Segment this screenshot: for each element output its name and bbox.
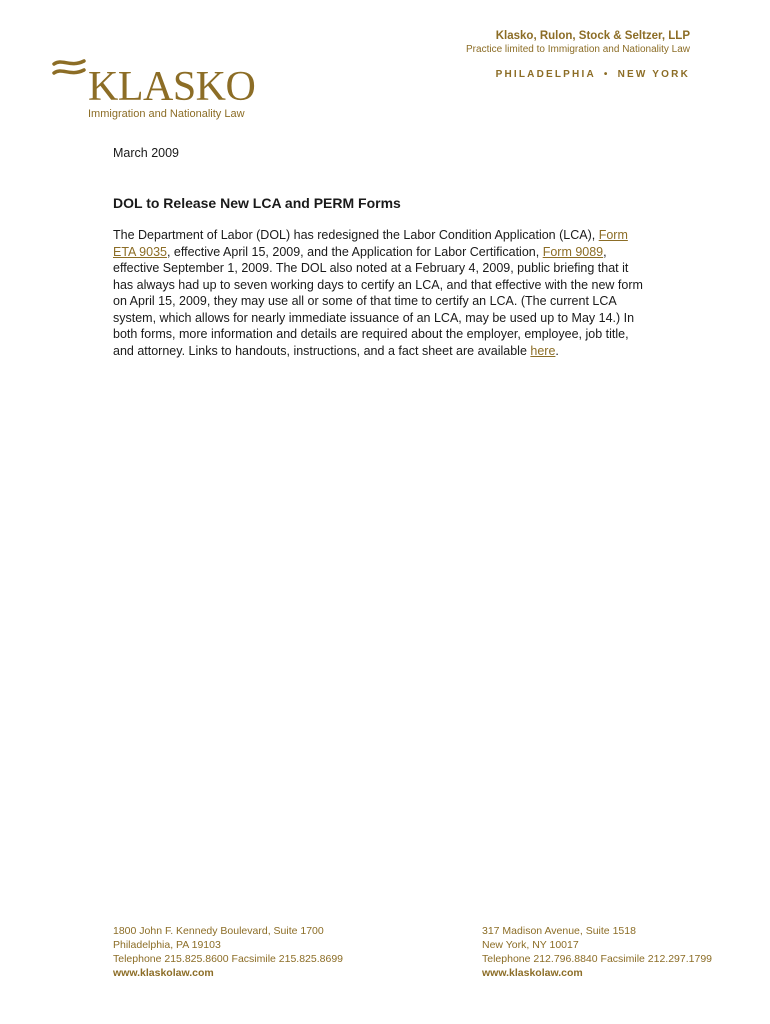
- firm-header: [466, 30, 690, 80]
- firm-logo: [52, 52, 256, 124]
- logo-tagline: Immigration and Nationality Law: [88, 108, 245, 120]
- footer-phone-fax: Telephone 215.825.8600 Facsimile 215.825.8699: [113, 953, 344, 965]
- form-eta-9035-link[interactable]: Form ETA 9035: [113, 228, 628, 259]
- footer-phone-fax: Telephone 212.796.8840 Facsimile 212.297.1799: [482, 953, 713, 965]
- body-text-1: The Department of Labor (DOL) has redesigned the Labor Condition Application (LCA),: [113, 228, 599, 242]
- footer-address-line-2: Philadelphia, PA 19103: [113, 939, 221, 951]
- footer-address-line-1: 317 Madison Avenue, Suite 1518: [482, 925, 636, 937]
- wave-icon: [52, 56, 86, 84]
- footer-new-york: [482, 924, 712, 980]
- letter-date: March 2009: [113, 146, 180, 160]
- firm-name: Klasko, Rulon, Stock & Seltzer, LLP: [495, 30, 690, 42]
- firm-practice: Practice limited to Immigration and Nationality Law: [466, 44, 690, 55]
- footer-address-line-2: New York, NY 10017: [482, 939, 579, 951]
- city-philadelphia: PHILADELPHIA: [495, 69, 596, 80]
- article-title: DOL to Release New LCA and PERM Forms: [113, 195, 401, 211]
- footer-website: www.klaskolaw.com: [482, 967, 583, 979]
- body-text-2: , effective April 15, 2009, and the Application for Labor Certification,: [166, 244, 543, 259]
- form-9089-link[interactable]: Form 9089: [542, 244, 604, 259]
- footer-philadelphia: [113, 924, 343, 980]
- footer-address-line-1: 1800 John F. Kennedy Boulevard, Suite 1700: [113, 925, 324, 937]
- logo-wordmark: KLASKO: [88, 64, 256, 110]
- city-separator: •: [603, 69, 610, 80]
- body-text-3: , effective September 1, 2009. The DOL also noted at a February 4, 2009, public briefing that it has always had up to seven working days to certify an LCA, and that effective with the new form on April 15, 2009, they may use all or some of that time to certify an LCA. (The current LCA system, which allows for nearly immediate issuance of an LCA, may be used up to May 14.) In both forms, more information and details are required about the employer, employee, job title, and attorney. Links to handouts, instructions, and a fact sheet are available: [113, 244, 643, 358]
- body-text-4: .: [555, 343, 559, 358]
- letter-content: [113, 146, 645, 359]
- office-cities: [466, 69, 690, 80]
- city-new-york: NEW YORK: [617, 69, 690, 80]
- footer-website: www.klaskolaw.com: [113, 967, 214, 979]
- here-link[interactable]: here: [530, 343, 556, 358]
- article-body: [113, 227, 645, 359]
